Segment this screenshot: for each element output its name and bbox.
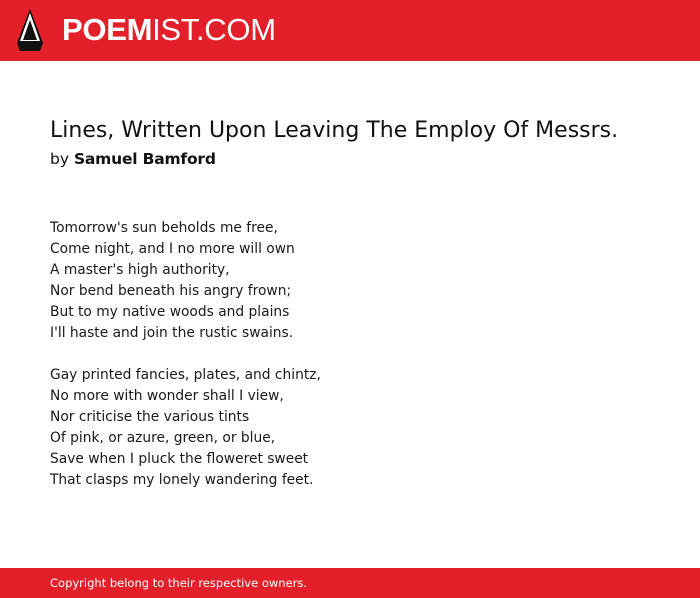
author-name: Samuel Bamford: [73, 150, 216, 168]
poem-body: [50, 218, 321, 512]
poem-line: Gay printed fancies, plates, and chintz,: [50, 367, 321, 383]
poem-line: Tomorrow's sun beholds me free,: [50, 220, 278, 236]
poem-line: That clasps my lonely wandering feet.: [50, 472, 314, 488]
byline: [50, 148, 216, 170]
by-label: by: [50, 150, 70, 168]
site-header: [0, 0, 700, 61]
stanza-1: [50, 218, 321, 344]
poem-line: But to my native woods and plains: [50, 304, 290, 320]
poem-line: Save when I pluck the floweret sweet: [50, 451, 309, 467]
poem-title: Lines, Written Upon Leaving The Employ Of Messrs.: [50, 118, 619, 143]
poem-line: Come night, and I no more will own: [50, 241, 295, 257]
site-logo[interactable]: [62, 10, 276, 50]
pencil-icon[interactable]: [17, 9, 43, 51]
poem-line: I'll haste and join the rustic swains.: [50, 325, 294, 341]
stanza-2: [50, 365, 321, 491]
copyright-text: Copyright belong to their respective owners.: [50, 576, 308, 590]
poem-line: A master's high authority,: [50, 262, 230, 278]
logo-bold-text: POEM: [62, 12, 153, 47]
logo-light-text: IST.COM: [152, 12, 276, 47]
poem-line: Of pink, or azure, green, or blue,: [50, 430, 276, 446]
poem-line: Nor criticise the various tints: [50, 409, 250, 425]
poem-line: Nor bend beneath his angry frown;: [50, 283, 292, 299]
site-footer: [0, 568, 700, 598]
poem-line: No more with wonder shall I view,: [50, 388, 284, 404]
